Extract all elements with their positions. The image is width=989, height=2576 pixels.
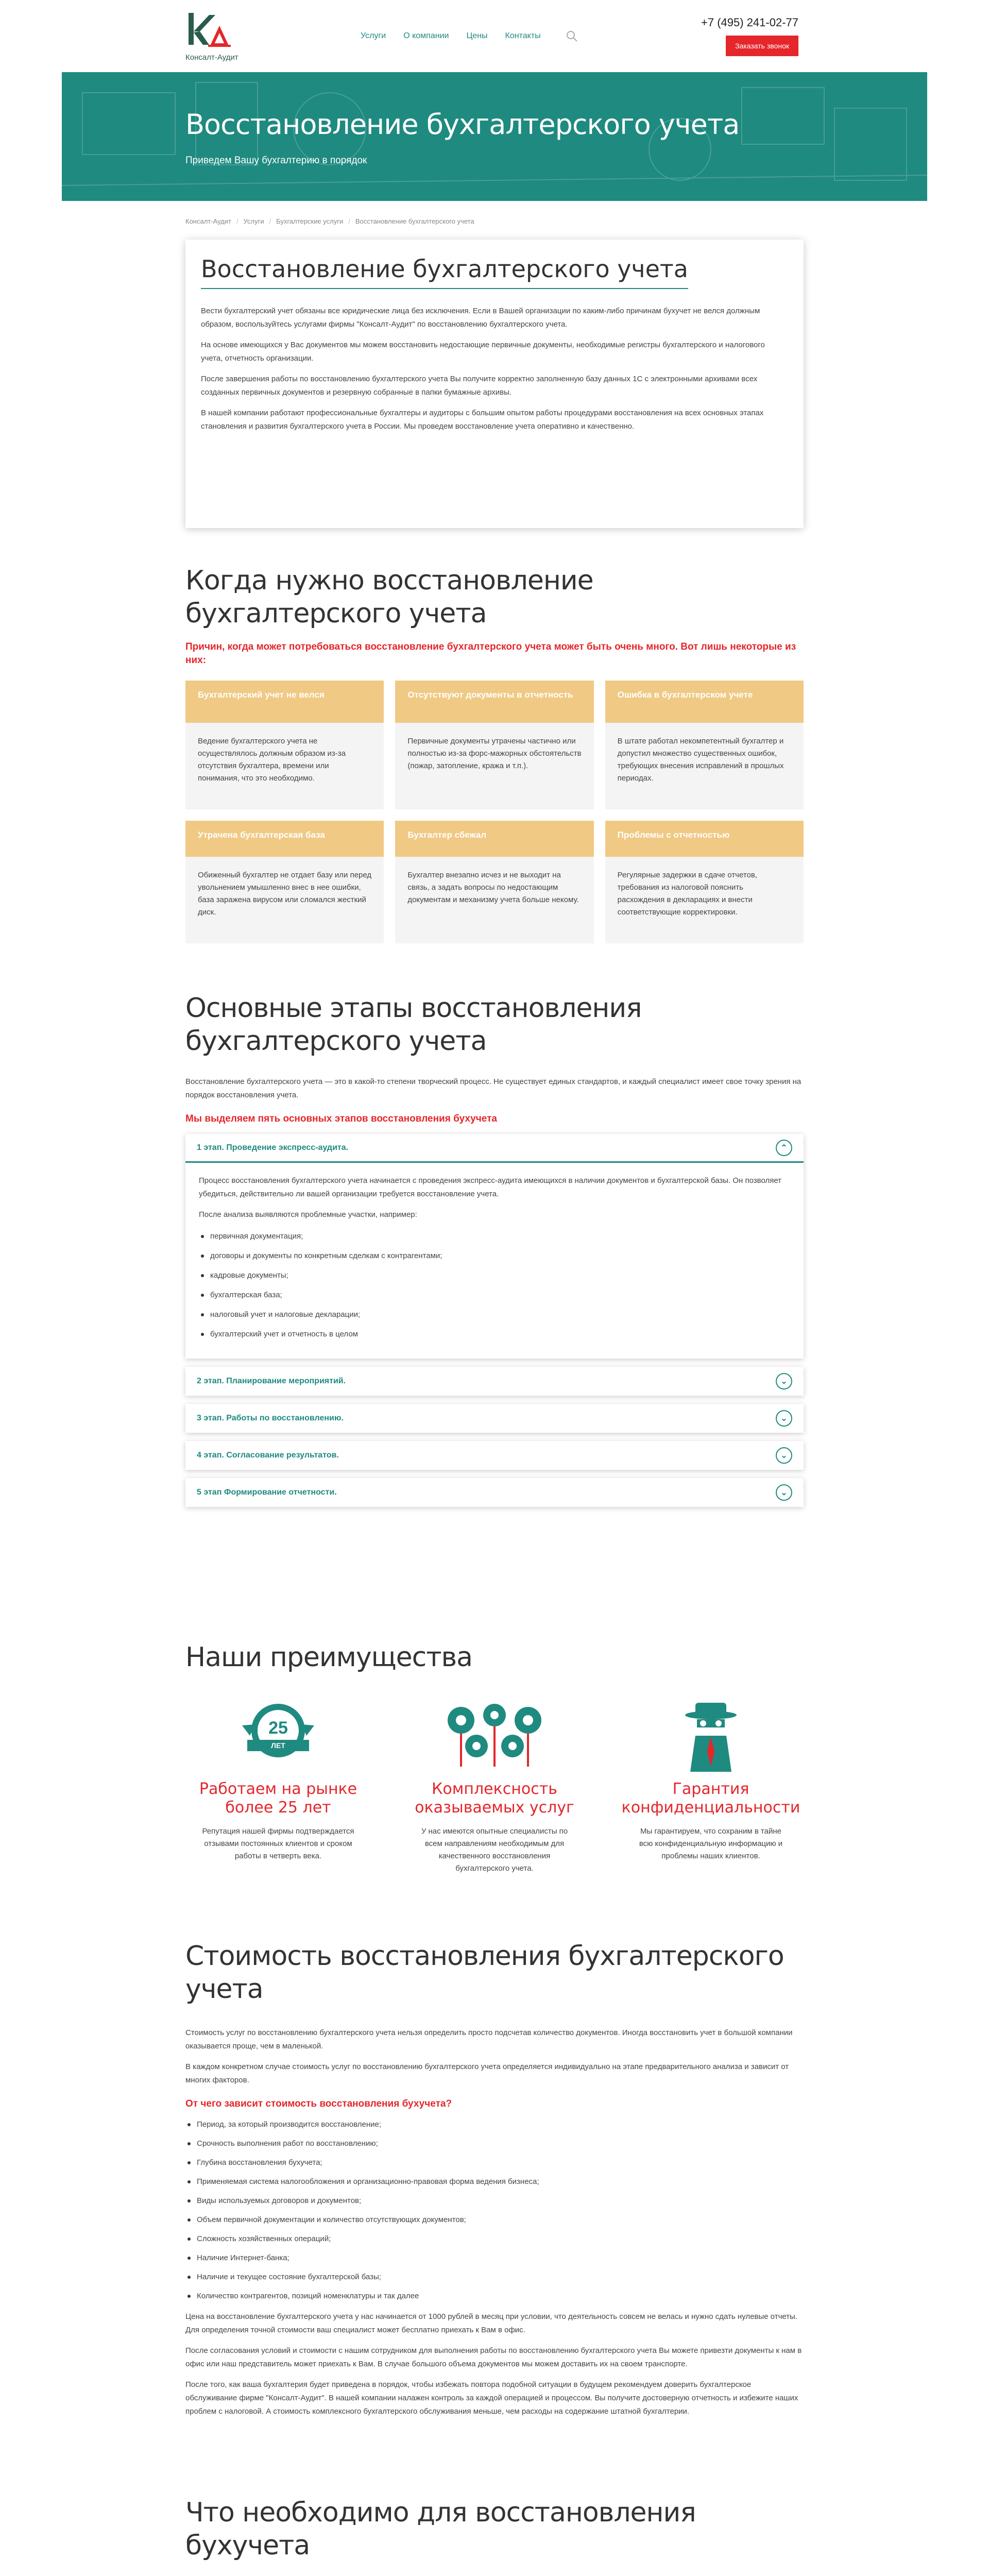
hero-banner — [62, 72, 927, 201]
logo-icon — [185, 11, 232, 52]
nav-contacts[interactable]: Контакты — [505, 31, 541, 40]
reason-text: Регулярные задержки в сдаче отчетов, требования из налоговой пояснить расхождения в декларациях и внести соответствующие корректировки. — [617, 871, 758, 917]
accordion-item[interactable] — [185, 1404, 804, 1433]
when-title: Когда нужно восстановление бухгалтерского учета — [185, 565, 593, 629]
intro-paragraph: В нашей компании работают профессиональные бухгалтеры и аудиторы с большим опытом работы процедурами восстановления на всех основных этапах становления и развития бухгалтерского учета в России. Мы проведем восстановление учета оперативно и качественно. — [201, 409, 764, 431]
list-item: Период, за который производится восстановление; — [185, 2118, 804, 2131]
accordion-item[interactable] — [185, 1367, 804, 1396]
steps-lead: Мы выделяем пять основных этапов восстановления бухучета — [185, 1113, 497, 1124]
reason-card — [185, 681, 384, 809]
problem-list — [199, 1230, 790, 1341]
price-section — [185, 1940, 804, 2496]
intro-paragraph: После завершения работы по восстановлению бухгалтерского учета Вы получите корректно заполненную базу данных 1С с электронными архивами всех созданных первичных документов и резервную собранные в папки бумажные архивы. — [201, 375, 758, 397]
price-paragraph: В каждом конкретном случае стоимость услуг по восстановлению бухгалтерского учета определяется индивидуально на этапе предварительного анализа и зависит от многих факторов. — [185, 2062, 789, 2084]
nav-about[interactable]: О компании — [403, 31, 449, 40]
logo[interactable] — [185, 11, 288, 62]
breadcrumb-home[interactable]: Консалт-Аудит — [185, 217, 231, 225]
reason-title: Отсутствуют документы в отчетность — [395, 681, 593, 723]
price-paragraph: После согласования условий и стоимости с нашим сотрудником для выполнения работы по восстановлению бухгалтерского учета Вы можете привезти документы к нам в офис или наш представитель может приехать к Вам. В случае большого объема документов мы можем доставить их на своем транспорте. — [185, 2346, 802, 2368]
list-item: Сложность хозяйственных операций; — [185, 2232, 804, 2246]
reason-text: Первичные документы утрачены частично или полностью из-за форс-мажорных обстоятельств (пожар, затопление, кража и т.п.). — [407, 737, 582, 770]
badge-label: ЛЕТ — [271, 1741, 285, 1750]
price-paragraph: Стоимость услуг по восстановлению бухгалтерского учета нельзя определить просто подсчетав количество документов. Иногда восстановить учет в большой компании оказывается проще, чем в маленькой. — [185, 2028, 793, 2050]
accordion-title: 3 этап. Работы по восстановлению. — [197, 1414, 344, 1422]
reasons-grid — [185, 681, 804, 943]
advantage-text: Репутация нашей фирмы подтверждается отзывами постоянных клиентов и сроком работы в четверть века. — [202, 1827, 354, 1860]
list-item: бухгалтерская база; — [199, 1289, 790, 1302]
reason-card — [395, 681, 593, 809]
reason-card — [395, 821, 593, 943]
advantage-item — [402, 1700, 587, 1875]
price-paragraph: Цена на восстановление бухгалтерского учета у нас начинается от 1000 рублей в месяц при условии, что деятельность совсем не велась и нужно сдать нулевые отчеты. Для определения точной стоимости ваш специалист может бесплатно приехать к Вам в офис. — [185, 2312, 798, 2334]
steps-title: Основные этапы восстановления бухгалтерского учета — [185, 993, 642, 1057]
list-item: кадровые документы; — [199, 1269, 790, 1282]
reason-card — [605, 821, 804, 943]
chevron-down-icon[interactable]: ⌄ — [776, 1410, 792, 1427]
accordion-item — [185, 1134, 804, 1359]
reason-title: Проблемы с отчетностью — [605, 821, 804, 857]
badge-icon — [240, 1700, 317, 1772]
list-item: Количество контрагентов, позиций номенклатуры и так далее — [185, 2290, 804, 2303]
list-item: Срочность выполнения работ по восстановлению; — [185, 2137, 804, 2150]
accordion-text: Процесс восстановления бухгалтерского учета начинается с проведения экспресс-аудита имеющихся в наличии документов и бухгалтерской базы. Он позволяет убедиться, действительно ли вашей организации требуется восстановление учета. — [199, 1176, 782, 1198]
main-nav — [361, 30, 578, 42]
accordion-title: 5 этап Формирование отчетности. — [197, 1488, 337, 1497]
callback-button[interactable]: Заказать звонок — [726, 36, 798, 56]
need-section — [185, 2496, 804, 2576]
steps-intro: Восстановление бухгалтерского учета — это в какой-то степени творческий процесс. Не существует единых стандартов, и каждый специалист имеет свое точку зрения на порядок восстановления учета. — [185, 1077, 802, 1099]
advantages-title: Наши преимущества — [185, 1642, 473, 1673]
price-paragraph: После того, как ваша бухгалтерия будет приведена в порядок, чтобы избежать повтора подобной ситуации в будущем рекомендуем доверить бухгалтерское обслуживание фирме "Консалт-Аудит". В нашей компании налажен контроль за каждой операцией и процессом. Вы получите достоверную отчетность и избежите наших проблем с налоговой. А стоимость комплексного бухгалтерского обслуживания меньше, чем расходы на содержание штатной бухгалтерии. — [185, 2380, 798, 2416]
advantage-title: Работаем на рынке более 25 лет — [199, 1780, 357, 1817]
price-factors-list — [185, 2118, 804, 2303]
list-item: налоговый учет и налоговые декларации; — [199, 1308, 790, 1321]
when-lead: Причин, когда может потребоваться восстановление бухгалтерского учета может быть очень много. Вот лишь некоторые из них: — [185, 641, 796, 666]
nav-services[interactable]: Услуги — [361, 31, 386, 40]
chevron-up-icon[interactable]: ⌃ — [776, 1140, 792, 1156]
chevron-down-icon[interactable]: ⌄ — [776, 1373, 792, 1389]
accordion-text: После анализа выявляются проблемные участки, например: — [199, 1210, 417, 1219]
hero-title: Восстановление бухгалтерского учета — [185, 108, 740, 141]
reason-title: Ошибка в бухгалтерском учете — [605, 681, 804, 723]
logo-text: Консалт-Аудит — [185, 53, 238, 62]
nav-prices[interactable]: Цены — [466, 31, 488, 40]
accordion-title: 2 этап. Планирование мероприятий. — [197, 1377, 346, 1385]
badge-number: 25 — [268, 1718, 288, 1738]
breadcrumb-accounting[interactable]: Бухгалтерские услуги — [276, 217, 344, 225]
price-title: Стоимость восстановления бухгалтерского учета — [185, 1941, 784, 2005]
advantage-text: Мы гарантируем, что сохраним в тайне всю конфиденциальную информацию и проблемы наших клиентов. — [639, 1827, 783, 1860]
chevron-down-icon[interactable]: ⌄ — [776, 1447, 792, 1464]
hero-subtitle: Приведем Вашу бухгалтерию в порядок — [185, 155, 367, 166]
list-item: Объем первичной документации и количество отсутствующих документов; — [185, 2213, 804, 2227]
advantage-title: Комплексность оказываемых услуг — [415, 1780, 574, 1817]
reason-text: Бухгалтер внезапно исчез и не выходит на связь, а задать вопросы по недостающим документам и механизму учета больше некому. — [407, 871, 579, 904]
list-item: Виды используемых договоров и документов; — [185, 2194, 804, 2208]
breadcrumb-current: Восстановление бухгалтерского учета — [355, 217, 474, 225]
accordion-item[interactable] — [185, 1478, 804, 1507]
intro-paragraph: На основе имеющихся у Вас документов мы можем восстановить недостающие первичные документы, необходимые регистры бухгалтерского и налогового учета, отчетность организации. — [201, 341, 765, 363]
advantages-section — [185, 1641, 804, 1929]
accordion-title: 4 этап. Согласование результатов. — [197, 1451, 339, 1460]
list-item: договоры и документы по конкретным сделкам с контрагентами; — [199, 1249, 790, 1263]
advantage-item — [185, 1700, 371, 1875]
breadcrumb-services[interactable]: Услуги — [243, 217, 264, 225]
accordion-item[interactable] — [185, 1441, 804, 1470]
advantage-text: У нас имеются опытные специалисты по всем направлениям необходимым для качественного восстановления бухгалтерского учета. — [421, 1827, 568, 1873]
accordion-header-open[interactable] — [185, 1134, 804, 1163]
list-item: Применяемая система налогообложения и организационно-правовая форма ведения бизнеса; — [185, 2175, 804, 2189]
advantage-item — [618, 1700, 804, 1875]
price-lead: От чего зависит стоимость восстановления бухучета? — [185, 2098, 452, 2109]
advantages-grid — [185, 1700, 804, 1875]
site-header — [0, 0, 989, 72]
reason-card — [185, 821, 384, 943]
header-phone[interactable]: +7 (495) 241-02-77 — [701, 16, 798, 29]
gears-icon — [440, 1700, 549, 1772]
advantage-title: Гарантия конфиденциальности — [621, 1780, 800, 1817]
reason-title: Утрачена бухгалтерская база — [185, 821, 384, 857]
accordion-body — [185, 1163, 804, 1359]
list-item: Глубина восстановления бухучета; — [185, 2156, 804, 2170]
reason-text: Обиженный бухгалтер не отдает базу или перед увольнением умышленно внес в нее ошибки, база заражена вирусом или сломался жесткий диск. — [198, 871, 372, 917]
search-icon[interactable] — [566, 30, 578, 42]
reason-title: Бухгалтерский учет не велся — [185, 681, 384, 723]
chevron-down-icon[interactable]: ⌄ — [776, 1484, 792, 1501]
reason-text: Ведение бухгалтерского учета не осуществлялось должным образом из-за отсутствия бухгалтера, времени или понимания, что это необходимо. — [198, 737, 346, 783]
accordion-title: 1 этап. Проведение экспресс-аудита. — [197, 1143, 349, 1152]
list-item: Наличие Интернет-банка; — [185, 2251, 804, 2265]
list-item: первичная документация; — [199, 1230, 790, 1243]
reason-card — [605, 681, 804, 809]
steps-accordion — [185, 1134, 804, 1507]
intro-card — [185, 240, 804, 528]
intro-title: Восстановление бухгалтерского учета — [201, 255, 688, 289]
steps-section — [185, 992, 804, 1620]
breadcrumb: Консалт-Аудит / Услуги / Бухгалтерские услуги / Восстановление бухгалтерского учета — [185, 217, 474, 225]
when-section — [185, 564, 804, 945]
need-title: Что необходимо для восстановления бухучета — [185, 2497, 696, 2561]
intro-paragraph: Вести бухгалтерский учет обязаны все юридические лица без исключения. Если в Вашей организации по каким-либо причинам бухучет не велся должным образом, воспользуйтесь услугами фирмы "Консалт-Аудит" по восстановлению бухгалтерского учета. — [201, 307, 760, 329]
reason-text: В штате работал некомпетентный бухгалтер и допустил множество существенных ошибок, требующих внесения исправлений в прошлых периодах. — [617, 737, 784, 783]
list-item: бухгалтерский учет и отчетность в целом — [199, 1328, 790, 1341]
list-item: Наличие и текущее состояние бухгалтерской базы; — [185, 2270, 804, 2284]
reason-title: Бухгалтер сбежал — [395, 821, 593, 857]
spy-icon — [683, 1700, 739, 1772]
